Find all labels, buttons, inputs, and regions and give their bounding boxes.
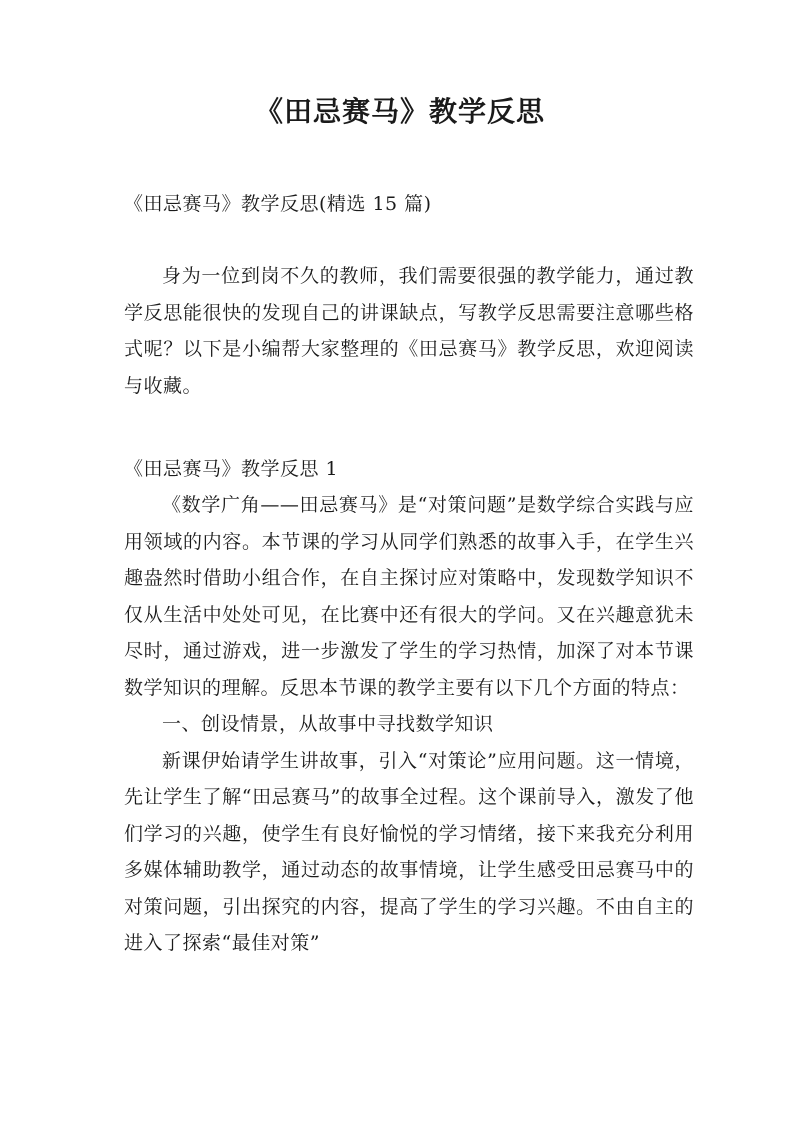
document-title: 《田忌赛马》教学反思 <box>254 95 545 128</box>
body-paragraph: 新课伊始请学生讲故事，引入“对策论”应用问题。这一情境，先让学生了解“田忌赛马”的故事全过程。这个课前导入，激发了他们学习的兴趣，使学生有良好愉悦的学习情绪，接下来我充分利用多媒体辅助教学，通过动态的故事情境，让学生感受田忌赛马中的对策问题，引出探究的内容，提高了学生的学习兴趣。不由自主的进入了探索“最佳对策” <box>124 749 694 954</box>
body-subheading: 一、创设情景，从故事中寻找数学知识 <box>162 713 494 735</box>
section-heading: 《田忌赛马》教学反思 1 <box>124 458 339 480</box>
intro-paragraph: 身为一位到岗不久的教师，我们需要很强的教学能力，通过教学反思能很快的发现自己的讲课缺点，写教学反思需要注意哪些格式呢？以下是小编帮大家整理的《田忌赛马》教学反思，欢迎阅读与收藏。 <box>124 265 694 397</box>
section-body <box>124 487 694 962</box>
body-paragraph: 《数学广角——田忌赛马》是“对策问题”是数学综合实践与应用领域的内容。本节课的学习从同学们熟悉的故事入手，在学生兴趣盎然时借助小组合作，在自主探讨应对策略中，发现数学知识不仅从生活中处处可见，在比赛中还有很大的学问。又在兴趣意犹未尽时，通过游戏，进一步激发了学生的学习热情，加深了对本节课数学知识的理解。反思本节课的教学主要有以下几个方面的特点： <box>124 494 694 699</box>
document-subtitle: 《田忌赛马》教学反思(精选 15 篇) <box>124 193 432 215</box>
